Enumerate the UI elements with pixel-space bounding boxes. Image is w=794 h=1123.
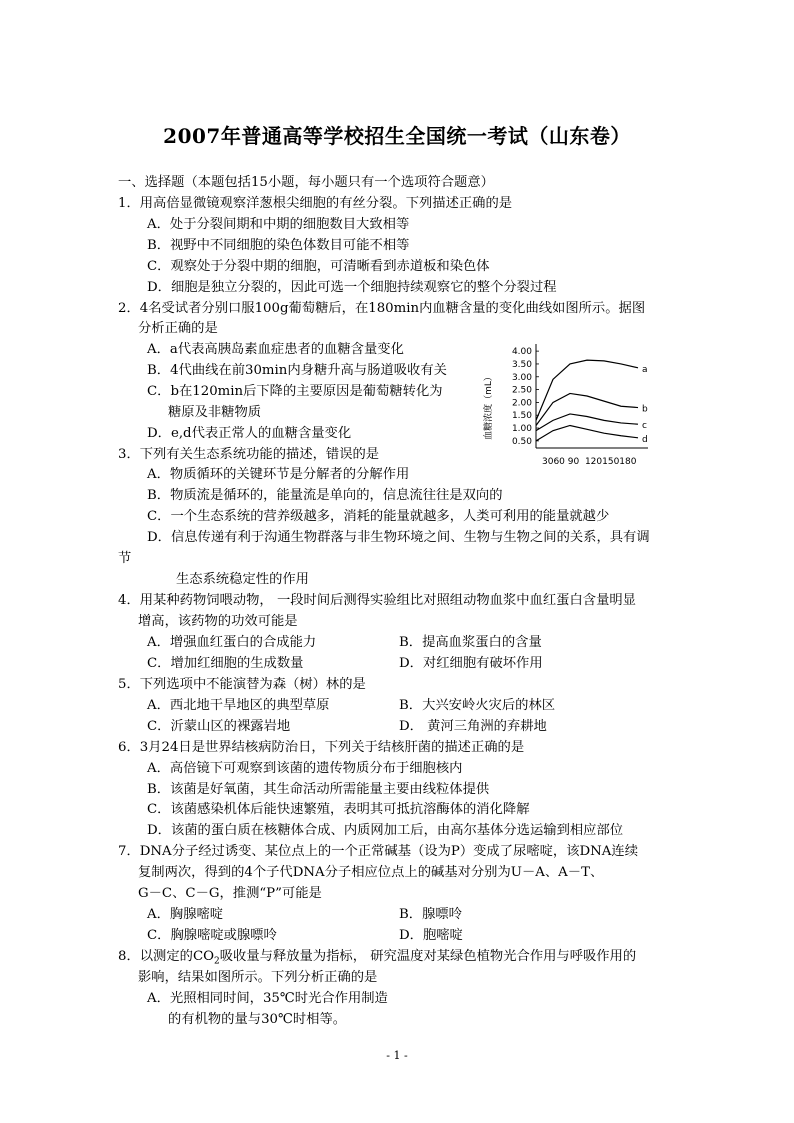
question-7-stem-cont2: G－C、C－G，推测“P”可能是	[138, 886, 322, 901]
question-3-option-a: A．物质循环的关键环节是分解者的分解作用	[147, 467, 410, 482]
question-1-option-b: B．视野中不同细胞的染色体数目可能不相等	[147, 238, 410, 253]
chart-series-label-c: c	[642, 421, 647, 432]
question-7-option-c: C．胸腺嘧啶或腺嘌呤	[147, 928, 277, 943]
question-7-option-b: B．腺嘌呤	[399, 907, 462, 922]
question-3-stem: 3．下列有关生态系统功能的描述，错误的是	[118, 447, 380, 462]
question-4-stem: 4．用某种药物饲喂动物， 一段时间后测得实验组比对照组动物血浆中血红蛋白含量明显	[118, 593, 636, 608]
chart-series-line-b	[536, 393, 638, 425]
chart-series-label-b: b	[642, 404, 648, 415]
page-number: - 1 -	[386, 1049, 408, 1062]
chart-series-line-d	[536, 425, 638, 440]
chart-y-tick-label: 0.50	[511, 436, 532, 447]
question-7-stem: 7．DNA分子经过诱变、某位点上的一个正常碱基（设为P）变成了尿嘧啶，该DNA连续	[118, 844, 638, 859]
question-5-option-a: A．西北地干旱地区的典型草原	[147, 698, 330, 713]
blood-glucose-chart	[478, 338, 678, 470]
chart-series-line-c	[536, 414, 638, 431]
chart-y-tick-label: 2.50	[511, 385, 532, 396]
question-2-option-c: C．b在120min后下降的主要原因是葡萄糖转化为	[147, 384, 443, 399]
question-2-option-b: B．4代曲线在前30min内身糖升高与肠道吸收有关	[147, 363, 447, 378]
question-3-option-b: B．物质流是循环的，能量流是单向的，信息流往往是双向的	[147, 488, 503, 503]
question-6-stem: 6．3月24日是世界结核病防治日，下列关于结核肝菌的描述正确的是	[118, 740, 525, 755]
question-1-option-c: C．观察处于分裂中期的细胞，可清晰看到赤道板和染色体	[147, 259, 490, 274]
question-4-option-c: C．增加红细胞的生成数量	[147, 656, 304, 671]
question-6-option-b: B．该菌是好氧菌，其生命活动所需能量主要由线粒体提供	[147, 782, 490, 797]
chart-series-line-a	[536, 360, 638, 420]
chart-y-axis-label: 血糖浓度（mL）	[484, 372, 494, 440]
chart-y-tick-label: 2.00	[511, 398, 532, 409]
question-3-option-c: C．一个生态系统的营养级越多，消耗的能量就越多，人类可利用的能量就越少	[147, 509, 610, 524]
question-8-subscript: 2	[214, 956, 220, 967]
section-heading: 一、选择题（本题包括15小题，每小题只有一个选项符合题意）	[118, 175, 494, 190]
question-6-option-a: A．高倍镜下可观察到该菌的遗传物质分布于细胞核内	[147, 761, 463, 776]
question-8-stem-part2: 吸收量与释放量为指标， 研究温度对某绿色植物光合作用与呼吸作用的	[219, 949, 637, 964]
chart-y-tick-label: 1.00	[511, 424, 532, 435]
question-1-option-a: A．处于分裂间期和中期的细胞数目大致相等	[147, 217, 410, 232]
page-title: 2007年普通高等学校招生全国统一考试（山东卷）	[163, 124, 631, 148]
question-4-option-d: D．对红细胞有破坏作用	[399, 656, 543, 671]
question-6-option-c: C．该菌感染机体后能快速繁殖，表明其可抵抗溶酶体的消化降解	[147, 802, 530, 817]
chart-y-tick-label: 3.00	[511, 372, 532, 383]
question-2-stem-cont: 分析正确的是	[138, 321, 218, 336]
question-4-stem-cont: 增高，该药物的功效可能是	[138, 614, 298, 629]
question-4-option-a: A．增强血红蛋白的合成能力	[147, 635, 317, 650]
chart-series-label-d: d	[642, 434, 648, 445]
question-3-option-d: D．信息传递有利于沟通生物群落与非生物环境之间、生物与生物之间的关系，具有调	[147, 530, 650, 545]
question-8-stem-cont: 影响，结果如图所示。下列分析正确的是	[138, 970, 378, 985]
question-2-stem: 2．4名受试者分别口服100g葡萄糖后，在180min内血糖含量的变化曲线如图所示。据图	[118, 301, 646, 316]
question-7-option-a: A．胸腺嘧啶	[147, 907, 224, 922]
question-7-option-d: D．胞嘧啶	[399, 928, 463, 943]
question-3-option-d-cont2: 生态系统稳定性的作用	[176, 572, 309, 587]
question-1-option-d: D．细胞是独立分裂的，因此可选一个细胞持续观察它的整个分裂过程	[147, 280, 557, 295]
question-5-option-c: C．沂蒙山区的裸露岩地	[147, 719, 291, 734]
question-8-stem-part1: 8．以测定的CO	[118, 949, 215, 964]
chart-x-tick-labels: 3060 90 120150180	[542, 457, 637, 467]
question-8-option-a: A．光照相同时间，35℃时光合作用制造	[147, 991, 388, 1006]
question-7-stem-cont: 复制两次，得到的4个子代DNA分子相应位点上的碱基对分别为U－A、A－T、	[138, 865, 604, 880]
question-5-option-b: B．大兴安岭火灾后的林区	[399, 698, 556, 713]
chart-y-tick-label: 4.00	[511, 347, 532, 358]
chart-y-tick-label: 1.50	[511, 411, 532, 422]
question-5-option-d: D． 黄河三角洲的弃耕地	[399, 719, 547, 734]
question-8-option-a-cont: 的有机物的量与30℃时相等。	[168, 1012, 347, 1027]
question-2-option-d: D．e,d代表正常人的血糖含量变化	[147, 426, 352, 441]
question-3-option-d-cont: 节	[118, 551, 132, 566]
question-2-option-c-cont: 糖原及非糖物质	[168, 405, 262, 420]
chart-y-tick-label: 3.50	[511, 359, 532, 370]
question-1-stem: 1．用高倍显微镜观察洋葱根尖细胞的有丝分裂。下列描述正确的是	[118, 196, 513, 211]
question-4-option-b: B．提高血浆蛋白的含量	[399, 635, 542, 650]
chart-series-label-a: a	[642, 364, 648, 375]
question-5-stem: 5．下列选项中不能演替为森（树）林的是	[118, 677, 366, 692]
question-6-option-d: D．该菌的蛋白质在核糖体合成、内质网加工后，由高尔基体分选运输到相应部位	[147, 823, 624, 838]
question-2-option-a: A．a代表高胰岛素血症患者的血糖含量变化	[147, 342, 404, 357]
